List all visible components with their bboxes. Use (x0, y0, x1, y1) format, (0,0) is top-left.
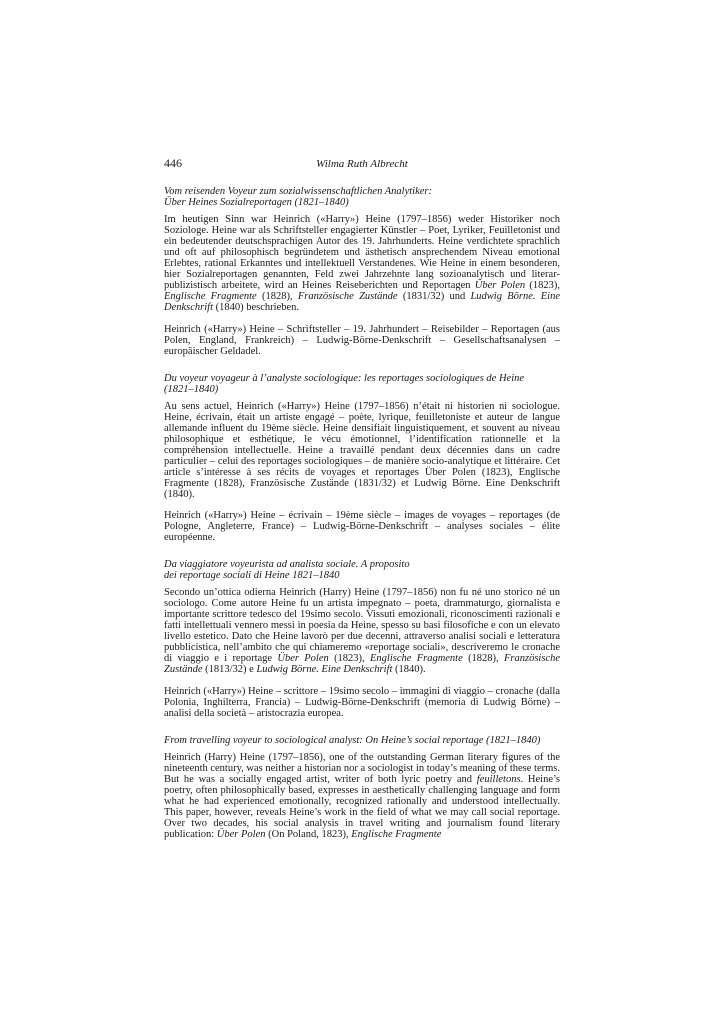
italic-title-text: feuilletons (476, 773, 521, 785)
abstract-section (164, 373, 560, 544)
paragraph-text: (1813/32) e (202, 664, 257, 675)
section-heading (164, 735, 560, 746)
section-heading-line: dei reportage sociali di Heine 1821–1840 (164, 570, 340, 581)
paragraph-text: Heinrich (Harry) Heine (1797–1856), one of the outstanding German literary figures of the nineteenth century, was neither a historian nor a sociologist in today’s meaning of these terms. But he was a socially engaged artist, writer of both lyric poetry and (164, 751, 560, 785)
page-number: 446 (164, 156, 182, 170)
abstract-section (164, 186, 560, 357)
section-heading-line: Da viaggiatore voyeurista ad analista sociale. A proposito (164, 559, 410, 570)
abstract-section (164, 559, 560, 719)
running-head (164, 156, 560, 172)
running-title-author: Wilma Ruth Albrecht (316, 158, 408, 170)
paragraph-text: Au sens actuel, Heinrich («Harry») Heine (1797–1856) n’était ni historien ni sociologue. Heine, écrivain, était un artiste engagé – poète, lyrique, feuilletoniste et auteur de langue allemande influent du 19ème siècle. Heine densifiait linguistiquement, et souvent au niveau philosophique et esthétique, le vécu émotionnel, l’identification rationnelle et la compréhension intellectuelle. Heine a travaillé pendant deux décennies dans un cadre particulier – celui des reportages sociologiques – de manière socio-analytique et littéraire. Cet article s’intéresse à ses récits de voyages et reportages Über Polen (1823), Englische Fragmente (1828), Französische Zustände (1831/32) et Ludwig Börne. Eine Denkschrift (1840). (164, 400, 560, 500)
keywords-paragraph (164, 510, 560, 543)
italic-title-text: Französische Zustände (164, 653, 560, 675)
section-heading (164, 373, 560, 395)
italic-title-text: Über Polen (474, 280, 526, 291)
abstract-paragraph (164, 587, 560, 675)
paragraph-text: Heinrich («Harry») Heine – Schriftsteller – 19. Jahrhundert – Reisebilder – Reportagen (aus Polen, England, Frankreich) – Ludwig-Börne-Denkschrift – Gesellschaftsanalysen – europäischer Geldadel. (164, 323, 560, 357)
section-heading-line: From travelling voyeur to sociological analyst: On Heine’s social reportage (1821–1840) (164, 734, 541, 746)
italic-title-text: Über Polen (277, 653, 329, 664)
abstract-paragraph (164, 752, 560, 840)
section-heading-line: (1821–1840) (164, 383, 219, 395)
keywords-paragraph (164, 686, 560, 719)
section-heading-line: Vom reisenden Voyeur zum sozialwissenschaftlichen Analytiker: (164, 186, 433, 197)
paragraph-text: Secondo un’ottica odierna Heinrich (Harry) Heine (1797–1856) non fu né uno storico né un sociologo. Come autore Heine fu un artista impegnato – poeta, drammaturgo, giornalista e importante scrittore tedesco del 19simo secolo. Vissuti emozionali, riconoscimenti razionali e fatti intellettuali vennero messi in poesia da Heine, spesso su basi filosofiche e con un elevato livello estetico. Dato che Heine lavorò per due decenni, attraverso analisi sociali e letteratura pubblicistica, nell’ambito che qui chiameremo «reportage sociali», descriveremo le cronache di viaggio e i reportage (164, 587, 560, 664)
section-heading-line: Du voyeur voyageur à l’analyste sociologique: les reportages sociologiques de Heine (164, 372, 525, 384)
section-heading-line: Über Heines Sozialreportagen (1821–1840) (164, 197, 349, 208)
paragraph-text: (1828), (462, 653, 504, 664)
italic-title-text: Französische Zustände (297, 291, 398, 302)
paragraph-text: (1840). (392, 664, 426, 675)
paragraph-text: (1828), (256, 291, 298, 302)
section-heading (164, 559, 560, 581)
paragraph-text: Im heutigen Sinn war Heinrich («Harry») Heine (1797–1856) weder Historiker noch Soziologe. Heine war als Schriftsteller engagierter Künstler – Poet, Lyriker, Feuilletonist und ein bedeutender deutschsprachigen Autor des 19. Jahrhunderts. Heine verdichtete sprachlich und oft auf philosophisch begründetem und ästhetisch ansprechendem Niveau emotional Erlebtes, rational Erkanntes und intellektuell Verstandenes. Wie Heine in einem besonderen, hier Sozialreportagen genannten, Feld zwei Jahrzehnte lang sozioanalytisch und literar-publizistisch arbeitete, wird an Heines Reiseberichten und Reportagen (164, 214, 560, 291)
abstract-paragraph (164, 401, 560, 500)
italic-title-text: Ludwig Börne. Eine Denkschrift (164, 291, 560, 313)
abstract-section (164, 735, 560, 840)
paragraph-text: (On Poland, 1823), (265, 828, 352, 840)
abstract-paragraph (164, 214, 560, 313)
italic-title-text: Ludwig Börne. Eine Denkschrift (256, 664, 393, 675)
italic-title-text: Englische Fragmente (351, 828, 442, 840)
paragraph-text: (1823), (525, 280, 561, 291)
keywords-paragraph (164, 324, 560, 357)
article-body (164, 186, 560, 856)
italic-title-text: Über Polen (216, 828, 266, 840)
paragraph-text: (1823), (328, 653, 370, 664)
italic-title-text: Englische Fragmente (369, 653, 463, 664)
paragraph-text: (1840) beschrieben. (213, 302, 300, 313)
paragraph-text: . Heine’s poetry, often philosophically based, expresses in aesthetically challenging language and form what he had experienced emotionally, recognized rationally and understood intellectually. This paper, however, reveals Heine’s work in the field of what we may call social reportage. Over two decades, his social analysis in travel writing and journalism found literary publication: (164, 773, 560, 840)
section-heading (164, 186, 560, 208)
italic-title-text: Englische Fragmente (164, 291, 257, 302)
paragraph-text: Heinrich («Harry») Heine – scrittore – 19simo secolo – immagini di viaggio – cronache (dalla Polonia, Inghilterra, Francia) – Ludwig-Börne-Denkschrift (memoria di Ludwig Börne) – analisi della società – aristocrazia europea. (164, 685, 560, 719)
paragraph-text: (1831/32) und (397, 291, 471, 302)
paragraph-text: Heinrich («Harry») Heine – écrivain – 19ème siècle – images de voyages – reportages (de Pologne, Angleterre, France) – Ludwig-Börne-Denkschrift – analyses sociales – élite européenne. (164, 510, 560, 543)
